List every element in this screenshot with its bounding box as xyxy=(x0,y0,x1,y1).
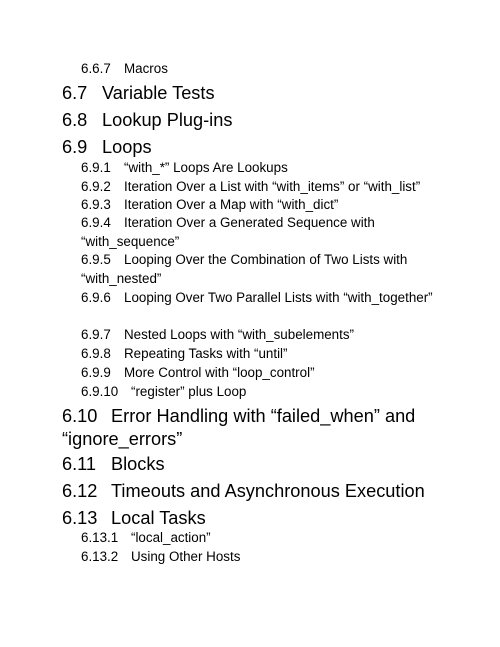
toc-entry-number: 6.10 xyxy=(62,406,98,426)
toc-entry-title: More Control with “loop_control” xyxy=(124,365,315,380)
toc-entry-title: Local Tasks xyxy=(111,508,206,528)
toc-entry-6-13[interactable] xyxy=(62,506,206,530)
toc-entry-title: Error Handling with “failed_when” and “ignore_errors” xyxy=(62,406,416,449)
toc-entry-number: 6.9 xyxy=(62,137,88,157)
toc-entry-6-9[interactable] xyxy=(62,135,152,159)
toc-entry-number: 6.9.7 xyxy=(81,327,111,342)
toc-entry-number: 6.9.2 xyxy=(81,179,111,194)
toc-entry-number: 6.13 xyxy=(62,508,98,528)
toc-entry-number: 6.8 xyxy=(62,110,88,130)
toc-entry-number: 6.9.4 xyxy=(81,215,111,230)
toc-entry-title: Loops xyxy=(102,137,152,157)
toc-entry-6-9-8[interactable] xyxy=(81,344,288,363)
toc-entry-number: 6.9.1 xyxy=(81,160,111,175)
toc-entry-number: 6.9.6 xyxy=(81,290,111,305)
toc-entry-title: Blocks xyxy=(111,454,165,474)
toc-entry-6-13-1[interactable] xyxy=(81,528,211,547)
toc-entry-6-7[interactable] xyxy=(62,81,215,105)
toc-entry-number: 6.9.9 xyxy=(81,365,111,380)
toc-entry-6-9-3[interactable] xyxy=(81,195,338,214)
toc-entry-6-12[interactable] xyxy=(62,479,425,503)
toc-entry-title: “local_action” xyxy=(131,530,211,545)
toc-entry-6-10[interactable] xyxy=(62,405,422,451)
toc-entry-number: 6.9.10 xyxy=(81,384,119,399)
toc-entry-title: Variable Tests xyxy=(102,83,215,103)
toc-entry-title: Macros xyxy=(124,61,168,76)
toc-entry-title: Nested Loops with “with_subelements” xyxy=(124,327,354,342)
toc-entry-number: 6.9.5 xyxy=(81,252,111,267)
toc-entry-6-9-1[interactable] xyxy=(81,158,288,177)
toc-entry-title: Looping Over Two Parallel Lists with “with_together” xyxy=(124,290,433,305)
toc-entry-number: 6.6.7 xyxy=(81,61,111,76)
toc-entry-6-9-9[interactable] xyxy=(81,363,315,382)
toc-entry-title: Using Other Hosts xyxy=(131,549,241,564)
toc-entry-title: Repeating Tasks with “until” xyxy=(124,346,288,361)
toc-entry-number: 6.13.2 xyxy=(81,549,119,564)
toc-entry-6-9-2[interactable] xyxy=(81,177,420,196)
toc-entry-6-9-6[interactable] xyxy=(81,288,441,307)
toc-entry-title: “with_*” Loops Are Lookups xyxy=(124,160,288,175)
toc-entry-title: Timeouts and Asynchronous Execution xyxy=(111,481,425,501)
toc-entry-6-9-5[interactable] xyxy=(81,250,441,288)
toc-entry-number: 6.11 xyxy=(62,454,97,474)
toc-entry-number: 6.13.1 xyxy=(81,530,119,545)
toc-entry-title: Looping Over the Combination of Two Lists with “with_nested” xyxy=(81,252,408,286)
toc-entry-number: 6.9.3 xyxy=(81,197,111,212)
toc-entry-6-9-4[interactable] xyxy=(81,213,441,251)
toc-entry-6-11[interactable] xyxy=(62,452,165,476)
toc-entry-title: “register” plus Loop xyxy=(131,384,247,399)
toc-entry-number: 6.7 xyxy=(62,83,88,103)
toc-entry-6-8[interactable] xyxy=(62,108,232,132)
toc-entry-title: Iteration Over a Map with “with_dict” xyxy=(124,197,339,212)
toc-entry-number: 6.12 xyxy=(62,481,98,501)
toc-entry-number: 6.9.8 xyxy=(81,346,111,361)
toc-entry-title: Lookup Plug-ins xyxy=(102,110,233,130)
toc-entry-6-6-7[interactable] xyxy=(81,59,168,78)
toc-entry-6-13-2[interactable] xyxy=(81,547,240,566)
toc-entry-title: Iteration Over a List with “with_items” or “with_list” xyxy=(124,179,421,194)
toc-entry-title: Iteration Over a Generated Sequence with “with_sequence” xyxy=(81,215,375,249)
toc-entry-6-9-10[interactable] xyxy=(81,382,246,401)
toc-entry-6-9-7[interactable] xyxy=(81,325,354,344)
